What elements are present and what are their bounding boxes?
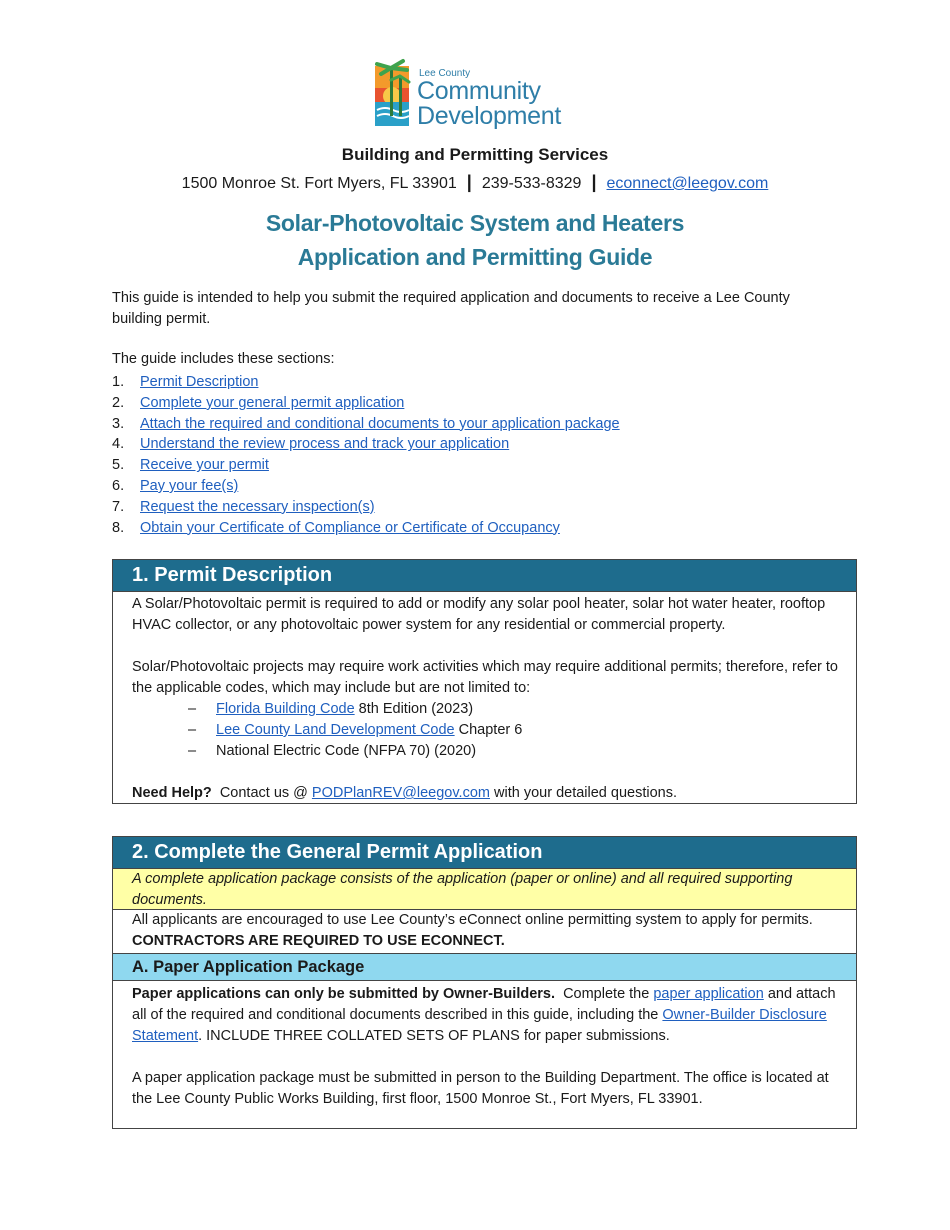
help-email-link[interactable]: PODPlanREV@leegov.com [311, 785, 490, 801]
address: 1500 Monroe St. Fort Myers, FL 33901 [181, 175, 457, 192]
para-text: . INCLUDE THREE COLLATED SETS OF PLANS for paper submissions. [198, 1028, 670, 1044]
palm-tree-icon [373, 58, 411, 128]
toc-item [112, 476, 620, 497]
toc-number: 4. [112, 436, 125, 453]
code-detail: 8th Edition (2023) [354, 701, 474, 717]
department-name: Building and Permitting Services [341, 145, 609, 164]
help-line [132, 783, 838, 804]
contact-line [0, 172, 950, 193]
toc-number: 8. [112, 519, 125, 536]
section-1-body [113, 592, 856, 804]
toc-link[interactable]: Complete your general permit application [140, 394, 405, 411]
econnect-notice [113, 910, 856, 954]
toc-item [112, 393, 620, 414]
subsection-a-paragraph: A paper application package must be submitted in person to the Building Department. The office is located at the Lee County Public Works Building, first floor, 1500 Monroe St., Fort Myers, FL 33901. [132, 1070, 829, 1107]
owner-builder-note: Paper applications can only be submitted by Owner-Builders. [132, 986, 556, 1002]
toc-link[interactable]: Permit Description [140, 374, 259, 390]
codes-list [132, 699, 838, 762]
toc-item [112, 414, 620, 435]
separator: | [466, 172, 472, 192]
toc-number: 1. [112, 374, 125, 390]
toc-link[interactable]: Attach the required and conditional documents to your application package [140, 415, 620, 432]
section-general-application [112, 836, 857, 1129]
para-text: Complete the [555, 986, 654, 1002]
subsection-a-heading: A. Paper Application Package [113, 954, 856, 981]
logo-small-text: Lee County [419, 68, 471, 79]
toc-item [112, 434, 620, 455]
dash: – [188, 722, 197, 738]
toc-item [112, 455, 620, 476]
toc-item [112, 372, 620, 393]
help-label: Need Help? [132, 785, 212, 801]
notice-text: All applicants are encouraged to use Lee County’s eConnect online permitting system to apply for permits. [132, 912, 813, 928]
toc-link[interactable]: Obtain your Certificate of Compliance or Certificate of Occupancy [140, 519, 560, 536]
email-link[interactable]: econnect@leegov.com [606, 175, 769, 192]
separator: | [591, 172, 597, 192]
code-detail: Chapter 6 [454, 722, 523, 738]
owner-builder-disclosure-link[interactable]: Owner-Builder Disclosure Statement [132, 1007, 827, 1044]
section-permit-description [112, 559, 857, 804]
lee-county-logo [373, 58, 583, 130]
help-text: with your detailed questions. [489, 785, 677, 801]
code-item [132, 720, 838, 741]
paper-application-link[interactable]: paper application [653, 986, 764, 1002]
toc-link[interactable]: Request the necessary inspection(s) [140, 498, 375, 515]
dash: – [188, 701, 197, 717]
section-2-heading: 2. Complete the General Permit Application [113, 837, 856, 869]
application-note: A complete application package consists of the application (paper or online) and all required supporting documents. [113, 869, 856, 910]
code-item [132, 741, 838, 762]
toc-number: 5. [112, 457, 125, 474]
notice-emphasis: CONTRACTORS ARE REQUIRED TO USE ECONNECT. [132, 933, 505, 949]
code-item [132, 699, 838, 720]
subsection-a-paragraph [132, 984, 837, 1047]
phone: 239-533-8329 [481, 175, 582, 192]
section-1-paragraph: Solar/Photovoltaic projects may require work activities which may require additional permits; therefore, refer to the applicable codes, which may include but are not limited to: [132, 659, 838, 696]
toc-list [112, 372, 620, 538]
help-text: Contact us @ [211, 785, 312, 801]
page-title-line-2: Application and Permitting Guide [297, 244, 653, 270]
subsection-a-body [113, 981, 856, 1110]
toc-item [112, 497, 620, 518]
toc-item [112, 518, 620, 539]
toc-number: 6. [112, 477, 125, 494]
toc-link[interactable]: Pay your fee(s) [140, 477, 239, 494]
code-detail: National Electric Code (NFPA 70) (2020) [216, 743, 477, 759]
toc-link[interactable]: Receive your permit [140, 457, 269, 474]
toc-heading: The guide includes these sections: [112, 351, 335, 367]
logo-line-2: Development [417, 102, 562, 130]
toc-number: 7. [112, 498, 125, 515]
toc-link[interactable]: Understand the review process and track your application [140, 436, 510, 453]
code-link[interactable]: Florida Building Code [216, 701, 355, 717]
logo-line-1: Community [417, 77, 541, 105]
toc-number: 3. [112, 415, 125, 432]
section-1-heading: 1. Permit Description [113, 560, 856, 592]
para-text: and attach all of the required and conditional documents described in this guide, including the [132, 986, 836, 1023]
intro-paragraph: This guide is intended to help you submit the required application and documents to receive a Lee County building permit. [112, 290, 790, 327]
dash: – [188, 743, 197, 759]
section-1-paragraph: A Solar/Photovoltaic permit is required to add or modify any solar pool heater, solar hot water heater, rooftop HVAC collector, or any photovoltaic power system for any residential or commercial property. [132, 596, 826, 633]
page-title-line-1: Solar-Photovoltaic System and Heaters [265, 210, 685, 236]
toc-number: 2. [112, 394, 125, 411]
code-link[interactable]: Lee County Land Development Code [216, 722, 455, 738]
